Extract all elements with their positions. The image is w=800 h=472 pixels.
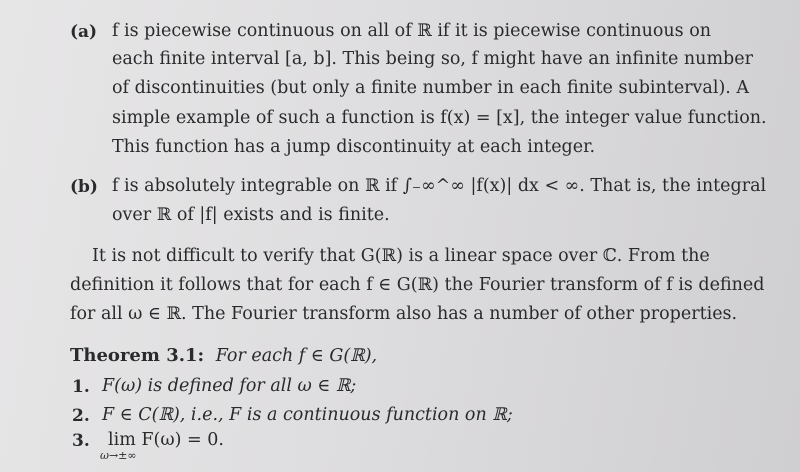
theorem-heading (70, 345, 377, 367)
theorem-item-1-num: 1. (72, 377, 90, 397)
theorem-title: Theorem 3.1: (70, 345, 205, 366)
theorem-item-3-text: lim F(ω) = 0. (108, 430, 224, 450)
theorem-item-2-num: 2. (72, 406, 90, 426)
paragraph-line-3: for all ω ∈ ℝ. The Fourier transform also has a number of other properties. (70, 304, 738, 324)
paragraph-line-1: It is not difficult to verify that G(ℝ) is a linear space over ℂ. From the (92, 246, 710, 266)
theorem-statement: For each f ∈ G(ℝ), (215, 346, 378, 366)
item-a-line-2: each finite interval [a, b]. This being so, f might have an infinite number (112, 49, 753, 69)
theorem-item-3-num: 3. (72, 431, 90, 451)
paragraph-line-2: definition it follows that for each f ∈ G(ℝ) the Fourier transform of f is defined (70, 275, 765, 295)
item-a-line-5: This function has a jump discontinuity at each integer. (112, 137, 596, 157)
item-a-line-3: of discontinuities (but only a finite number in each finite subinterval). A (112, 78, 750, 98)
item-a-label: (a) (70, 22, 98, 42)
item-a-line-1: f is piecewise continuous on all of ℝ if it is piecewise continuous on (112, 21, 712, 41)
theorem-item-3-subscript: ω→±∞ (100, 449, 137, 462)
item-b-label: (b) (70, 177, 98, 197)
item-a-line-4: simple example of such a function is f(x) = [x], the integer value function. (112, 108, 767, 128)
theorem-item-2-text: F ∈ C(ℝ), i.e., F is a continuous function on ℝ; (102, 405, 513, 425)
item-b-line-2: over ℝ of |f| exists and is finite. (112, 205, 390, 225)
theorem-item-1-text: F(ω) is defined for all ω ∈ ℝ; (102, 376, 357, 396)
item-b-line-1: f is absolutely integrable on ℝ if ∫₋∞^∞ |f(x)| dx < ∞. That is, the integral (112, 176, 767, 196)
